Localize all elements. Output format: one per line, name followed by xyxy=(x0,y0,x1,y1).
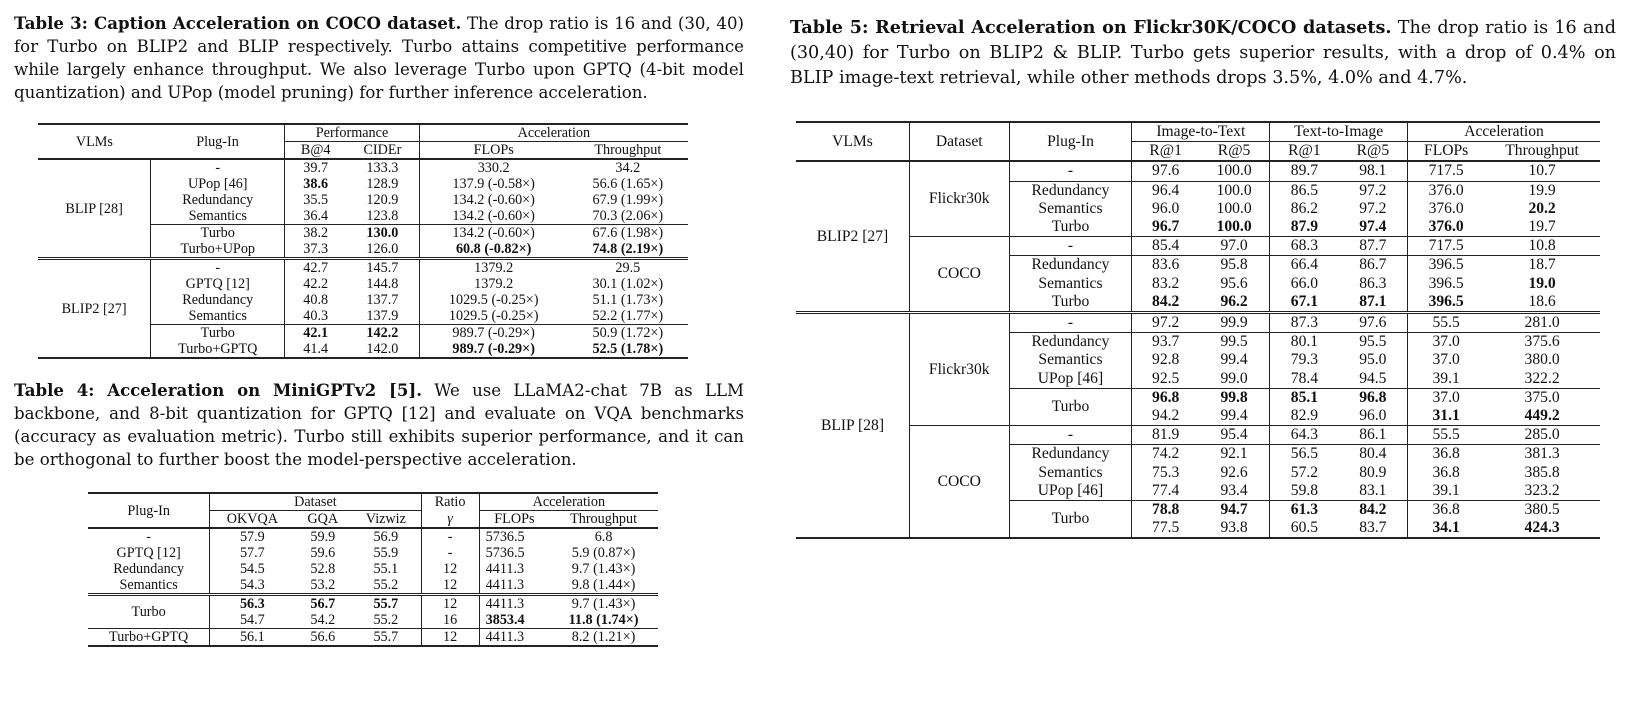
t5-cell: 36.8 xyxy=(1432,445,1460,463)
t5-cell: 55.5 xyxy=(1432,314,1460,332)
t4-cell: 59.6 xyxy=(310,545,336,561)
t5-cell: 64.3 xyxy=(1290,426,1319,444)
t3-cell: 60.8 (-0.82×) xyxy=(455,241,532,257)
table4-caption-body: We use LLaMA2-chat 7B as LLM backbone, and 8-bit quantization for GPTQ [12] and evaluate on VQA benchmarks (accuracy as evaluation metric). Turbo still exhibits superior performance, and it can be orthogonal to further boost the model-perspective acceleration. xyxy=(14,381,745,469)
t5-dataset-coco: COCO xyxy=(909,237,1009,313)
t3-cell: 52.5 (1.78×) xyxy=(592,341,664,357)
t3-cell: 37.3 xyxy=(303,241,329,257)
t5-h-t2i-r1: R@1 xyxy=(1288,142,1321,160)
t5-cell: 396.5 xyxy=(1428,292,1464,310)
t5-cell: 381.3 xyxy=(1524,445,1560,463)
t5-turbo-label: Turbo xyxy=(1009,388,1132,425)
t5-cell: 281.0 xyxy=(1524,314,1560,332)
table3-caption xyxy=(14,12,744,104)
t5-cell: 95.5 xyxy=(1339,333,1408,352)
t5-cell: 66.0 xyxy=(1290,274,1319,292)
t3-h-throughput: Throughput xyxy=(594,142,662,158)
t5-cell: 96.0 xyxy=(1152,199,1180,217)
t4-cell: 56.9 xyxy=(351,528,421,545)
t4-cell: 54.3 xyxy=(239,577,265,593)
t3-cell: 30.1 (1.02×) xyxy=(592,276,664,292)
t5-cell: 95.6 xyxy=(1199,275,1270,293)
t5-cell: 83.6 xyxy=(1152,256,1180,274)
t5-cell: 96.4 xyxy=(1152,181,1180,199)
t5-cell: 31.1 xyxy=(1432,407,1460,425)
t3-cell: 120.9 xyxy=(346,192,419,208)
t4-h-okvqa: OKVQA xyxy=(226,511,278,527)
t5-cell: 78.8 xyxy=(1152,501,1180,519)
t5-cell: 19.7 xyxy=(1528,218,1556,236)
t4-cell: 56.1 xyxy=(239,629,265,645)
t5-cell: 99.9 xyxy=(1199,313,1270,333)
t5-cell: 100.0 xyxy=(1199,161,1270,181)
t4-cell: 52.8 xyxy=(310,561,336,577)
t5-cell: 80.4 xyxy=(1339,445,1408,464)
t4-cell: 55.7 xyxy=(351,629,421,647)
t4-h-vizwiz: Vizwiz xyxy=(351,511,421,529)
t3-cell: Turbo+UPop xyxy=(151,241,285,259)
t4-h-throughput: Throughput xyxy=(570,511,638,527)
t3-cell: UPop [46] xyxy=(151,176,285,192)
t5-cell: 380.5 xyxy=(1524,501,1560,519)
t3-cell: Turbo xyxy=(151,225,285,242)
t5-cell: 100.0 xyxy=(1199,218,1270,237)
t5-cell: 94.7 xyxy=(1199,501,1270,520)
t5-cell: 717.5 xyxy=(1428,237,1464,255)
t5-cell: 39.1 xyxy=(1432,369,1460,387)
t4-cell: 54.2 xyxy=(310,612,336,628)
t5-cell: 99.4 xyxy=(1199,351,1270,369)
t5-cell: 77.5 xyxy=(1152,519,1180,537)
t3-cell: 1029.5 (-0.25×) xyxy=(448,308,539,324)
t3-cell: Turbo xyxy=(151,325,285,342)
t3-cell: 123.8 xyxy=(346,208,419,225)
t5-cell: 55.5 xyxy=(1432,426,1460,444)
t5-cell: 10.8 xyxy=(1528,237,1556,255)
table3-caption-head: Table 3: Caption Acceleration on COCO dataset. xyxy=(14,13,462,33)
t3-cell: - xyxy=(151,159,285,176)
t4-cell: 8.2 (1.21×) xyxy=(571,629,636,645)
t5-cell: 97.6 xyxy=(1152,162,1180,180)
t3-cell: 51.1 (1.73×) xyxy=(592,292,664,308)
t5-cell: 322.2 xyxy=(1524,369,1560,387)
t5-cell: 285.0 xyxy=(1524,426,1560,444)
t5-cell: 95.4 xyxy=(1199,426,1270,445)
t5-cell: 97.2 xyxy=(1152,314,1180,332)
t5-cell: 93.4 xyxy=(1199,482,1270,501)
t3-cell: 137.9 (-0.58×) xyxy=(452,176,535,192)
t3-cell: 67.9 (1.99×) xyxy=(592,192,664,208)
t5-cell: 376.0 xyxy=(1428,199,1464,217)
t5-cell: 59.8 xyxy=(1290,481,1319,499)
t5-cell: 81.9 xyxy=(1152,426,1180,444)
t4-cell: 55.1 xyxy=(351,561,421,577)
t5-cell: 92.5 xyxy=(1152,369,1180,387)
t5-cell: 99.5 xyxy=(1199,333,1270,352)
t3-h-performance: Performance xyxy=(285,124,419,142)
t5-cell: 96.2 xyxy=(1199,293,1270,313)
t5-cell: Semantics xyxy=(1009,351,1132,369)
t4-cell: - xyxy=(421,528,479,545)
t5-cell: - xyxy=(1009,313,1132,333)
table5 xyxy=(796,121,1600,539)
t3-cell: 38.6 xyxy=(303,176,329,192)
t5-cell: 86.1 xyxy=(1339,426,1408,445)
t5-cell: Semantics xyxy=(1009,200,1132,218)
t3-cell: 989.7 (-0.29×) xyxy=(452,341,535,357)
t4-cell: 5736.5 xyxy=(485,545,525,561)
t5-cell: 92.8 xyxy=(1152,351,1180,369)
t5-cell: 85.1 xyxy=(1290,388,1319,406)
t3-cell: Semantics xyxy=(151,208,285,225)
t5-cell: 98.1 xyxy=(1339,161,1408,181)
t3-cell: Redundancy xyxy=(151,192,285,208)
t5-cell: Turbo xyxy=(1009,293,1132,313)
t3-cell: 126.0 xyxy=(346,241,419,259)
t5-cell: 75.3 xyxy=(1152,463,1180,481)
t4-h-gqa: GQA xyxy=(307,511,339,527)
t5-cell: 87.9 xyxy=(1290,218,1319,236)
t3-h-plugin: Plug-In xyxy=(151,124,285,159)
t5-cell: 83.2 xyxy=(1152,274,1180,292)
t3-cell: 989.7 (-0.29×) xyxy=(452,325,535,341)
t5-cell: 77.4 xyxy=(1152,481,1180,499)
t4-cell: 16 xyxy=(421,612,479,629)
t5-cell: 18.7 xyxy=(1528,256,1556,274)
t3-cell: 142.2 xyxy=(346,325,419,342)
t5-dataset-flickr: Flickr30k xyxy=(909,313,1009,426)
t5-cell: 82.9 xyxy=(1290,407,1319,425)
t4-cell: Semantics xyxy=(88,577,210,595)
t3-cell: 41.4 xyxy=(303,341,329,357)
t3-cell: 1379.2 xyxy=(474,276,514,292)
t5-cell: 424.3 xyxy=(1524,519,1560,537)
t5-cell: 97.2 xyxy=(1339,181,1408,200)
t3-cell: 1379.2 xyxy=(474,260,514,276)
t4-cell: 4411.3 xyxy=(485,596,525,612)
t3-cell: 38.2 xyxy=(303,225,329,241)
t3-cell: Turbo+GPTQ xyxy=(151,341,285,358)
t5-h-vlms: VLMs xyxy=(796,122,909,161)
t5-cell: Redundancy xyxy=(1009,445,1132,464)
t4-h-gamma: γ xyxy=(421,511,479,529)
t5-cell: 89.7 xyxy=(1290,162,1319,180)
t5-cell: 18.6 xyxy=(1528,292,1556,310)
t4-cell: 11.8 (1.74×) xyxy=(568,612,639,628)
t4-cell: 9.8 (1.44×) xyxy=(571,577,636,593)
t5-cell: - xyxy=(1009,161,1132,181)
t3-cell: 42.1 xyxy=(303,325,329,341)
t3-cell: 36.4 xyxy=(303,208,329,224)
t5-cell: 375.0 xyxy=(1524,388,1560,406)
t5-cell: 20.2 xyxy=(1528,199,1556,217)
t3-cell: 42.2 xyxy=(303,276,329,292)
t5-cell: 84.2 xyxy=(1339,501,1408,520)
t3-cell: 134.2 (-0.60×) xyxy=(452,208,535,224)
t5-cell: 449.2 xyxy=(1524,407,1560,425)
t5-cell: 83.7 xyxy=(1339,519,1408,538)
t3-cell: 67.6 (1.98×) xyxy=(592,225,664,241)
table4 xyxy=(88,492,658,647)
t3-vlm-blip: BLIP [28] xyxy=(38,159,151,259)
t4-cell: 5736.5 xyxy=(485,529,525,545)
t3-cell: - xyxy=(151,259,285,277)
t4-h-dataset: Dataset xyxy=(210,493,421,511)
t3-h-vlms: VLMs xyxy=(38,124,151,159)
t3-h-flops: FLOPs xyxy=(473,142,514,158)
t5-cell: 385.8 xyxy=(1524,463,1560,481)
t5-cell: 86.2 xyxy=(1290,199,1319,217)
t4-cell: 9.7 (1.43×) xyxy=(571,561,636,577)
t4-cell: GPTQ [12] xyxy=(88,545,210,561)
t5-cell: 376.0 xyxy=(1428,181,1464,199)
t5-cell: 92.1 xyxy=(1199,445,1270,464)
t5-cell: 99.0 xyxy=(1199,370,1270,389)
t3-cell: 134.2 (-0.60×) xyxy=(452,192,535,208)
t3-cell: 56.6 (1.65×) xyxy=(592,176,664,192)
t4-cell: 55.7 xyxy=(351,595,421,613)
t3-cell: 142.0 xyxy=(346,341,419,358)
t5-cell: 93.8 xyxy=(1199,519,1270,538)
t5-cell: 19.9 xyxy=(1528,181,1556,199)
t3-cell: 39.7 xyxy=(303,160,329,176)
t5-cell: 323.2 xyxy=(1524,481,1560,499)
t4-cell: Turbo+GPTQ xyxy=(88,629,210,647)
t5-h-t2i-r5: R@5 xyxy=(1339,142,1408,162)
t5-h-acceleration: Acceleration xyxy=(1408,122,1600,142)
t5-cell: 84.2 xyxy=(1152,292,1180,310)
t5-cell: 19.0 xyxy=(1528,274,1556,292)
t3-cell: Semantics xyxy=(151,308,285,325)
t4-cell: 55.2 xyxy=(351,612,421,629)
t3-cell: 134.2 (-0.60×) xyxy=(452,225,535,241)
t4-cell: 56.3 xyxy=(239,596,265,612)
t4-cell: 4411.3 xyxy=(485,561,525,577)
t3-cell: 74.8 (2.19×) xyxy=(592,241,664,257)
t4-cell: 53.2 xyxy=(310,577,336,593)
t3-cell: 35.5 xyxy=(303,192,329,208)
t5-cell: 66.4 xyxy=(1290,256,1319,274)
t5-cell: 36.8 xyxy=(1432,501,1460,519)
t3-cell: 34.2 xyxy=(615,160,641,176)
t5-cell: Turbo xyxy=(1009,218,1132,237)
t5-h-throughput: Throughput xyxy=(1505,142,1579,160)
t5-cell: 34.1 xyxy=(1432,519,1460,537)
t3-cell: 29.5 xyxy=(615,260,641,276)
t5-h-i2t-r5: R@5 xyxy=(1199,142,1270,162)
t5-cell: 86.5 xyxy=(1290,181,1319,199)
t5-cell: - xyxy=(1009,237,1132,256)
t5-vlm-blip2: BLIP2 [27] xyxy=(796,161,909,312)
t5-cell: 67.1 xyxy=(1290,292,1319,310)
t5-cell: 78.4 xyxy=(1290,369,1319,387)
t3-cell: 52.2 (1.77×) xyxy=(592,308,664,324)
t3-cell: 128.9 xyxy=(346,176,419,192)
t5-cell: 100.0 xyxy=(1199,200,1270,218)
t5-cell: 80.1 xyxy=(1290,333,1319,351)
t5-h-plugin: Plug-In xyxy=(1009,122,1132,161)
t5-h-i2t-r1: R@1 xyxy=(1149,142,1182,160)
t5-cell: 79.3 xyxy=(1290,351,1319,369)
t3-cell: 137.9 xyxy=(346,308,419,325)
t4-cell: 57.7 xyxy=(239,545,265,561)
t5-cell: 376.0 xyxy=(1428,218,1464,236)
t4-cell: 6.8 xyxy=(594,529,613,545)
t5-cell: 10.7 xyxy=(1528,162,1556,180)
t3-cell: 145.7 xyxy=(346,259,419,277)
t4-cell: 54.7 xyxy=(239,612,265,628)
t4-cell: - xyxy=(88,528,210,545)
t5-cell: Redundancy xyxy=(1009,181,1132,200)
t5-cell: Semantics xyxy=(1009,464,1132,482)
t5-cell: 96.7 xyxy=(1152,218,1180,236)
t5-cell: 83.1 xyxy=(1339,482,1408,501)
t4-cell: Redundancy xyxy=(88,561,210,577)
t4-cell: 12 xyxy=(421,561,479,577)
table4-caption xyxy=(14,379,744,471)
t5-turbo-label: Turbo xyxy=(1009,501,1132,539)
t4-cell: 56.7 xyxy=(310,596,336,612)
t3-cell: 130.0 xyxy=(346,225,419,242)
t5-h-t2i: Text-to-Image xyxy=(1270,122,1408,142)
t5-cell: 99.8 xyxy=(1199,388,1270,407)
t5-cell: 95.0 xyxy=(1339,351,1408,369)
t3-h-acceleration: Acceleration xyxy=(419,124,688,142)
t4-cell: 12 xyxy=(421,595,479,613)
t5-cell: - xyxy=(1009,426,1132,445)
t5-cell: 97.4 xyxy=(1339,218,1408,237)
t5-cell: 96.8 xyxy=(1152,388,1180,406)
t5-cell: 99.4 xyxy=(1199,407,1270,426)
t5-dataset-coco: COCO xyxy=(909,426,1009,539)
t4-cell: 55.9 xyxy=(351,545,421,561)
t3-cell: 330.2 xyxy=(477,160,510,176)
t5-cell: 68.3 xyxy=(1290,237,1319,255)
t3-cell: 40.3 xyxy=(303,308,329,324)
t5-cell: 87.3 xyxy=(1290,314,1319,332)
t5-cell: 396.5 xyxy=(1428,256,1464,274)
t5-cell: 95.8 xyxy=(1199,256,1270,275)
t5-cell: 37.0 xyxy=(1432,388,1460,406)
t5-cell: 717.5 xyxy=(1428,162,1464,180)
t5-cell: 57.2 xyxy=(1290,463,1319,481)
t4-h-plugin: Plug-In xyxy=(88,493,210,528)
t5-cell: UPop [46] xyxy=(1009,370,1132,389)
t3-cell: 70.3 (2.06×) xyxy=(592,208,664,224)
t5-cell: 61.3 xyxy=(1290,501,1319,519)
t4-cell: 12 xyxy=(421,629,479,647)
t5-cell: UPop [46] xyxy=(1009,482,1132,501)
t5-cell: 60.5 xyxy=(1290,519,1319,537)
t4-cell: 59.9 xyxy=(310,529,336,545)
t4-cell: 3853.4 xyxy=(485,612,525,628)
t5-cell: 86.3 xyxy=(1339,275,1408,293)
t4-cell: 12 xyxy=(421,577,479,595)
t5-cell: 375.6 xyxy=(1524,333,1560,351)
t4-cell: 56.6 xyxy=(310,629,336,645)
t5-cell: 74.2 xyxy=(1152,445,1180,463)
t3-cell: 1029.5 (-0.25×) xyxy=(448,292,539,308)
t5-cell: 97.0 xyxy=(1199,237,1270,256)
t3-cell: GPTQ [12] xyxy=(151,276,285,292)
t5-h-flops: FLOPs xyxy=(1424,142,1469,160)
t5-dataset-flickr: Flickr30k xyxy=(909,161,1009,236)
t5-cell: 97.2 xyxy=(1339,200,1408,218)
t4-cell: - xyxy=(421,545,479,561)
t5-h-i2t: Image-to-Text xyxy=(1132,122,1270,142)
t5-cell: 39.1 xyxy=(1432,481,1460,499)
t5-cell: 37.0 xyxy=(1432,333,1460,351)
t5-cell: 85.4 xyxy=(1152,237,1180,255)
t4-cell: 9.7 (1.43×) xyxy=(571,596,636,612)
t4-cell: 4411.3 xyxy=(485,577,525,593)
table3-caption-body: The drop ratio is 16 and (30, 40) for Turbo on BLIP2 and BLIP respectively. Turbo attains competitive performance while largely enhance throughput. We also leverage Turbo upon GPTQ (4-bit model quantization) and UPop (model pruning) for further inference acceleration. xyxy=(14,14,745,102)
t5-cell: 36.8 xyxy=(1432,463,1460,481)
t5-cell: 92.6 xyxy=(1199,464,1270,482)
t5-cell: 94.2 xyxy=(1152,407,1180,425)
t3-h-cider: CIDEr xyxy=(346,142,419,160)
t3-vlm-blip2: BLIP2 [27] xyxy=(38,259,151,359)
t5-cell: 37.0 xyxy=(1432,351,1460,369)
table5-caption-body: The drop ratio is 16 and (30,40) for Turbo on BLIP2 & BLIP. Turbo gets superior results, with a drop of 0.4% on BLIP image-text retrieval, while other methods drops 3.5%, 4.0% and 4.7%. xyxy=(790,18,1616,88)
t5-cell: 93.7 xyxy=(1152,333,1180,351)
table4-caption-head: Table 4: Acceleration on MiniGPTv2 [5]. xyxy=(14,380,423,400)
t4-cell: 5.9 (0.87×) xyxy=(571,545,636,561)
t4-cell: 57.9 xyxy=(239,529,265,545)
t5-cell: 96.0 xyxy=(1339,407,1408,426)
t4-turbo-label: Turbo xyxy=(88,595,210,629)
t5-cell: 86.7 xyxy=(1339,256,1408,275)
t3-cell: 50.9 (1.72×) xyxy=(592,325,664,341)
t3-cell: 144.8 xyxy=(346,276,419,292)
t5-vlm-blip: BLIP [28] xyxy=(796,313,909,539)
t4-h-ratio: Ratio xyxy=(421,493,479,511)
t3-h-b4: B@4 xyxy=(300,142,331,158)
t5-cell: 100.0 xyxy=(1199,181,1270,200)
t3-cell: 137.7 xyxy=(346,292,419,308)
t5-cell: 56.5 xyxy=(1290,445,1319,463)
t5-cell: 94.5 xyxy=(1339,370,1408,389)
t3-cell: 40.8 xyxy=(303,292,329,308)
table5-caption-head: Table 5: Retrieval Acceleration on Flickr30K/COCO datasets. xyxy=(790,17,1392,38)
t4-cell: 55.2 xyxy=(351,577,421,595)
table5-caption xyxy=(790,15,1616,91)
t3-cell: Redundancy xyxy=(151,292,285,308)
t5-cell: 97.6 xyxy=(1339,313,1408,333)
t5-cell: 96.8 xyxy=(1339,388,1408,407)
t5-cell: Redundancy xyxy=(1009,256,1132,275)
t5-cell: 380.0 xyxy=(1524,351,1560,369)
t5-cell: Semantics xyxy=(1009,275,1132,293)
t4-h-flops: FLOPs xyxy=(494,511,535,527)
t3-cell: 42.7 xyxy=(303,260,329,276)
t4-cell: 4411.3 xyxy=(485,629,525,645)
t5-h-dataset: Dataset xyxy=(909,122,1009,161)
t5-cell: 87.7 xyxy=(1339,237,1408,256)
t3-cell: 133.3 xyxy=(346,159,419,176)
t5-cell: Redundancy xyxy=(1009,333,1132,352)
t5-cell: 80.9 xyxy=(1339,464,1408,482)
t5-cell: 396.5 xyxy=(1428,274,1464,292)
t5-cell: 87.1 xyxy=(1339,293,1408,313)
table3 xyxy=(38,123,688,359)
t4-h-acceleration: Acceleration xyxy=(479,493,658,511)
t4-cell: 54.5 xyxy=(239,561,265,577)
